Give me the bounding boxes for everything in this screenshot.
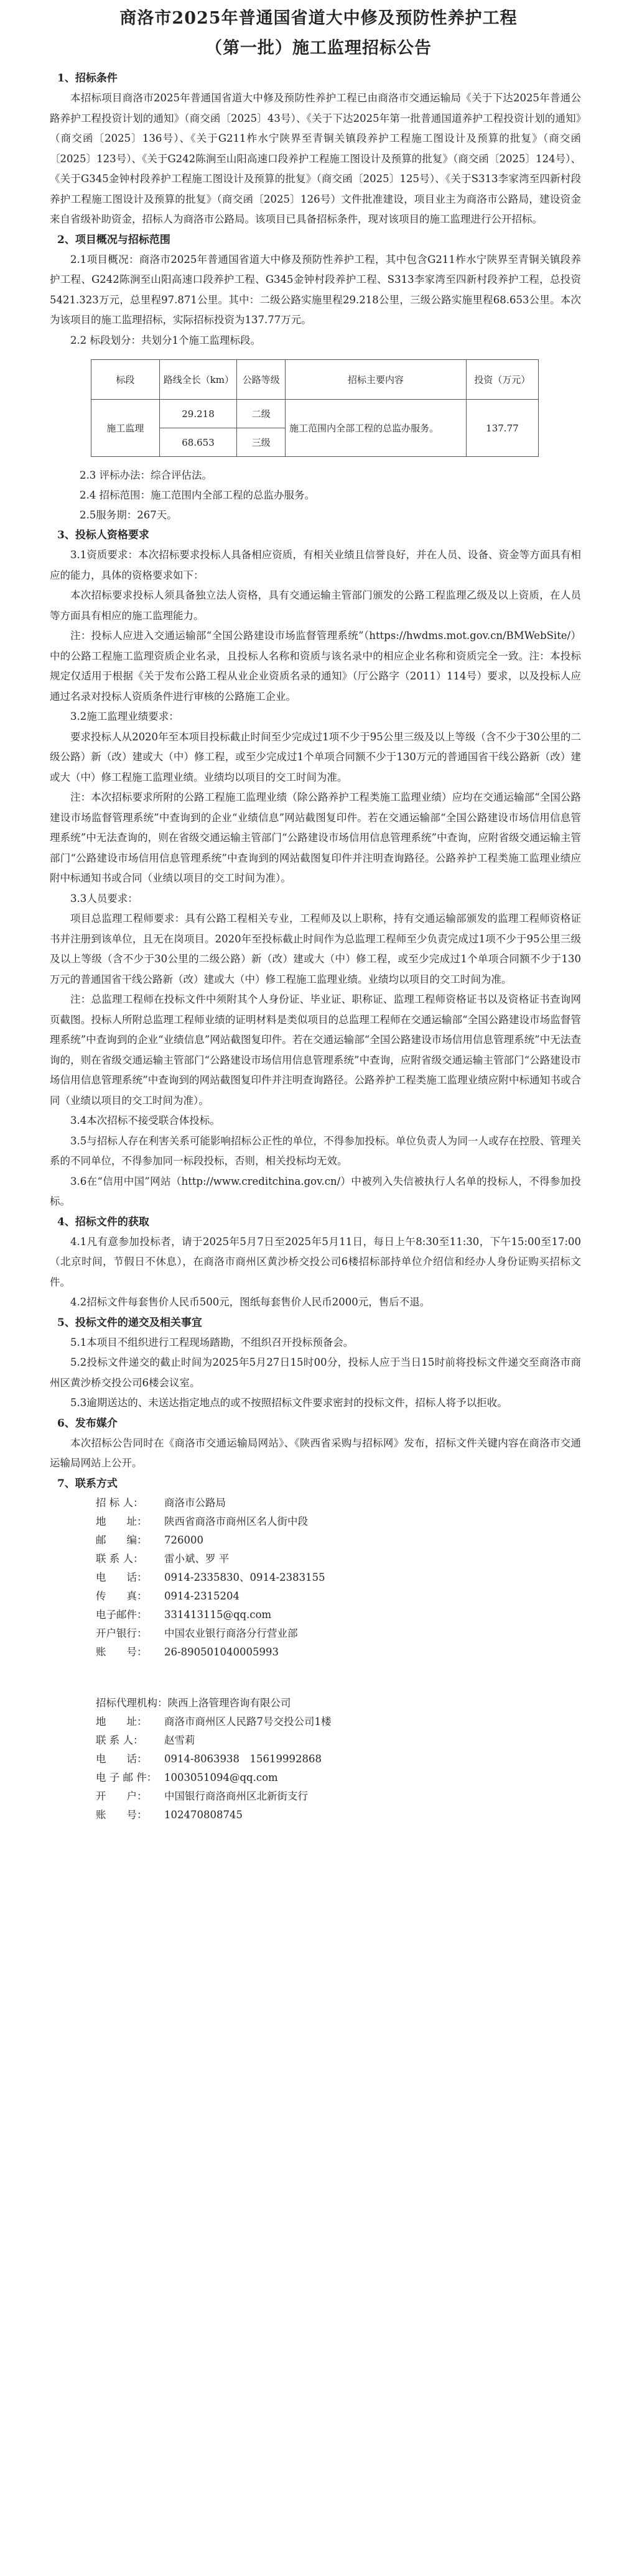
- contact-label: 电子邮件：: [96, 1608, 147, 1621]
- contact-row: [96, 1769, 637, 1787]
- table-cell-content: 施工范围内全部工程的总监办服务。: [286, 400, 467, 457]
- document-title-line2: （第一批）施工监理招标公告: [205, 39, 432, 58]
- no-joint-bid: 3.4本次招标不接受联合体投标。: [70, 1115, 220, 1126]
- performance-requirement: 要求投标人从2020年至本项目投标截止时间至少完成过1项不少于95公里三级及以上等级（含不少于30公里的二级公路）新（改）建或大（中）修工程，或至少完成过1个单项合同额不少于130万元的普通国省干线公路新（改）建或大（中）修工程施工监理业绩。业绩均以项目的交工时间为准。: [50, 730, 581, 783]
- section-3-heading: 3、投标人资格要求: [57, 529, 149, 541]
- table-cell-grade: 三级: [237, 428, 286, 457]
- contact-value: 726000: [164, 1534, 203, 1546]
- tenderer-contact: [96, 1494, 637, 1662]
- contact-value: 中国农业银行商洛分行营业部: [164, 1627, 298, 1639]
- table-cell-length: 29.218: [159, 400, 237, 428]
- contact-value: 0914-2335830、0914-2383155: [164, 1571, 325, 1583]
- contact-row: [96, 1624, 637, 1643]
- qualification-detail: 本次招标要求投标人须具备独立法人资格，具有交通运输主管部门颁发的公路工程监理乙级及以上资质，在人员等方面具有相应的施工监理能力。: [50, 589, 581, 622]
- contact-label: 招 标 人：: [96, 1496, 144, 1509]
- contact-label: 联 系 人：: [96, 1734, 144, 1746]
- table-header-investment: 投资（万元）: [466, 360, 538, 400]
- section-4-heading: 4、招标文件的获取: [57, 1215, 149, 1228]
- contact-row: [96, 1643, 637, 1662]
- section-7-heading: 7、联系方式: [57, 1477, 118, 1490]
- performance-heading: 3.2施工监理业绩要求：: [70, 711, 179, 722]
- table-cell-investment: 137.77: [466, 400, 538, 457]
- chief-engineer-requirement: 项目总监理工程师要求：具有公路工程相关专业，工程师及以上职称，持有交通运输部颁发的监理工程师资格证书并注册到该单位，且无在岗项目。2020年至投标截止时间作为总监理工程师至少负责完成过1项不少于95公里三级及以上等级（含不少于30公里的二级公路）新（改）建或大（中）修工程，或至少完成过1个单项合同额不少于130万元的普通国省干线公路新（改）建或大（中）修工程施工监理业绩。业绩均以项目的交工时间为准。: [50, 913, 581, 985]
- project-overview: 2.1项目概况：商洛市2025年普通国省道大中修及预防性养护工程，其中包含G211柞水宁陕界至青铜关镇段养护工程、G242陈涧至山阳高速口段养护工程、G345金钟村段养护工程、S313李家湾至四新村段养护工程，总投资5421.323万元，总里程97.871公里。其中：二级公路实施里程29.218公里，三级公路实施里程68.653公里。本次为该项目的施工监理招标，实际招标投资为137.77万元。: [50, 253, 581, 326]
- chief-engineer-note: 注：总监理工程师在投标文件中须附其个人身份证、毕业证、职称证、监理工程师资格证书以及资格证书查询网页截图。投标人所附总监理工程师业绩的证明材料是类似项目的总监理工程师在交通运输部“全国公路建设市场监督管理系统”中查询到的企业“业绩信息”网站截图复印件。若在交通运输部“全国公路建设市场信用信息管理系统”中无法查询的，则在省级交通运输主管部门“公路建设市场信用信息管理系统”中查询，应附省级交通运输主管部门“公路建设市场信用信息管理系统”中查询到的网站截图复印件并注明查询路径。公路养护工程类施工监理业绩应附中标通知书或合同（业绩以项目的交工时间为准）。: [50, 993, 581, 1106]
- contact-row: [96, 1512, 637, 1531]
- section-1-paragraph: 本招标项目商洛市2025年普通国省道大中修及预防性养护工程已由商洛市交通运输局《关于下达2025年普通公路养护工程投资计划的通知》（商交函〔2025〕43号）、《关于下达2025年第一批普通国道养护工程投资计划的通知》（商交函〔2025〕136号）、《关于G211柞水宁陕界至青铜关镇段养护工程施工图设计及预算的批复》（商交函〔2025〕123号）、《关于G242陈涧至山阳高速口段养护工程施工图设计及预算的批复》（商交函〔2025〕124号）、《关于G345金钟村段养护工程施工图设计及预算的批复》（商交函〔2025〕125号）、《关于S313李家湾至四新村段养护工程施工图设计及预算的批复》（商交函〔2025〕126号）文件批准建设，项目业主为商洛市公路局，建设资金来自省级补助资金，招标人为商洛市公路局。该项目已具备招标条件，现对该项目的施工监理进行公开招标。: [50, 92, 581, 225]
- lot-division: 2.2 标段划分：共划分1个施工监理标段。: [70, 334, 261, 346]
- contact-row: [96, 1806, 637, 1824]
- table-cell-section: 施工监理: [91, 400, 160, 457]
- contact-label: 账 号：: [96, 1645, 147, 1658]
- submission-deadline: 5.2投标文件递交的截止时间为2025年5月27日15时00分，投标人应于当日15时前将投标文件递交至商洛市商州区黄沙桥交投公司6楼会议室。: [50, 1356, 581, 1389]
- personnel-heading: 3.3人员要求：: [70, 892, 138, 904]
- contact-value: 102470808745: [164, 1808, 243, 1821]
- document-purchase: 4.1凡有意参加投标者，请于2025年5月7日至2025年5月11日，每日上午8:30至11:30，下午15:00至17:00（北京时间，节假日不休息），在商洛市商州区黄沙桥交投公司6楼招标部持单位介绍信和经办人身份证购买招标文件。: [50, 1235, 581, 1288]
- section-5-heading: 5、投标文件的递交及相关事宜: [57, 1316, 202, 1329]
- conflict-of-interest: 3.5与招标人存在利害关系可能影响招标公正性的单位，不得参加投标。单位负责人为同一人或存在控股、管理关系的不同单位，不得参加同一标段投标，否则，相关投标均无效。: [50, 1134, 581, 1167]
- contact-value: 商洛市商州区人民路7号交投公司1楼: [164, 1715, 332, 1727]
- contact-row: [96, 1606, 637, 1624]
- section-2-heading: 2、项目概况与招标范围: [57, 233, 170, 246]
- contact-label: 账 号：: [96, 1808, 147, 1821]
- document-price: 4.2招标文件每套售价人民币500元，图纸每套售价人民币2000元，售后不退。: [70, 1296, 430, 1308]
- contact-value: 1003051094@qq.com: [164, 1771, 278, 1783]
- contact-row: [96, 1568, 637, 1587]
- section-1-heading: 1、招标条件: [57, 72, 118, 85]
- contact-label: 电 子 邮 件：: [96, 1771, 157, 1783]
- contact-label: 开 户：: [96, 1790, 147, 1802]
- agency-name: 招标代理机构：陕西上洛管理咨询有限公司: [96, 1696, 291, 1709]
- contact-value: 331413115@qq.com: [164, 1608, 272, 1621]
- performance-note: 注：本次招标要求所附的公路工程施工监理业绩（除公路养护工程类施工监理业绩）应均在交通运输部“全国公路建设市场监督管理系统”中查询到的企业“业绩信息”网站截图复印件。若在交通运输部“全国公路建设市场信用信息管理系统”中无法查询的，则在省级交通运输主管部门“公路建设市场信用信息管理系统”中查询，应附省级交通运输主管部门“公路建设市场信用信息管理系统”中查询到的网站截图复印件并注明查询路径。公路养护工程类施工监理业绩应附中标通知书或合同（业绩以项目的交工时间为准）。: [50, 791, 581, 884]
- document-title-line1: 商洛市2025年普通国省道大中修及预防性养护工程: [119, 9, 518, 28]
- contact-value: 0914-2315204: [164, 1589, 240, 1602]
- contact-label: 地 址：: [96, 1515, 147, 1527]
- late-rejection: 5.3逾期送达的、未送达指定地点的或不按照招标文件要求密封的投标文件，招标人将予以拒收。: [70, 1397, 508, 1409]
- table-header-section: 标段: [91, 360, 160, 400]
- qualification-requirement: 3.1资质要求：本次招标要求投标人具备相应资质，有相关业绩且信誉良好，并在人员、设备、资金等方面具有相应的能力，具体的资格要求如下：: [50, 549, 581, 581]
- contact-label: 电 话：: [96, 1571, 147, 1583]
- lot-table: [91, 359, 539, 457]
- qualification-note: 注：投标人应进入交通运输部“全国公路建设市场监督管理系统”（https://hwdms.mot.gov.cn/BMWebSite/）中的公路工程施工监理资质企业名录，且投标人名称和资质与该名录中的相应企业名称和资质完全一致。注：本投标规定仅适用于根据《关于发布公路工程从业企业资质名录的通知》（厅公路字（2011）114号）要求，以及投标人应通过名录对投标人资质条件进行审核的公路施工企业。: [50, 630, 581, 702]
- contact-row: [96, 1713, 637, 1731]
- contact-value: 陕西省商洛市商州区名人街中段: [164, 1515, 308, 1527]
- publication-media: 本次招标公告同时在《商洛市交通运输局网站》、《陕西省采购与招标网》发布，招标文件关键内容在商洛市交通运输局网站上公开。: [50, 1437, 581, 1469]
- no-site-visit: 5.1本项目不组织进行工程现场踏勘，不组织召开投标预备会。: [70, 1336, 354, 1348]
- contact-row: [96, 1750, 637, 1769]
- contact-label: 电 话：: [96, 1752, 147, 1765]
- table-cell-grade: 二级: [237, 400, 286, 428]
- table-header-length: 路线全长（km）: [159, 360, 237, 400]
- contact-value: 中国银行商洛商州区北新街支行: [164, 1790, 308, 1802]
- contact-value: 0914-8063938 15619992868: [164, 1752, 322, 1765]
- contact-label: 地 址：: [96, 1715, 147, 1727]
- contact-value: 26-890501040005993: [164, 1645, 279, 1658]
- agency-contact: [96, 1694, 637, 1824]
- contact-row: [96, 1531, 637, 1550]
- contact-value: 赵雪莉: [164, 1734, 195, 1746]
- contact-value: 商洛市公路局: [164, 1496, 226, 1509]
- contact-row: [96, 1787, 637, 1806]
- contact-label: 联 系 人：: [96, 1552, 144, 1565]
- credit-check: 3.6在“信用中国”网站（http://www.creditchina.gov.cn/）中被列入失信被执行人名单的投标人，不得参加投标。: [50, 1175, 581, 1207]
- contact-value: 雷小斌、罗 平: [164, 1552, 230, 1565]
- service-period: 2.5服务期：267天。: [80, 509, 177, 521]
- table-cell-length: 68.653: [159, 428, 237, 457]
- tender-scope: 2.4 招标范围：施工范围内全部工程的总监办服务。: [80, 489, 315, 501]
- table-header-grade: 公路等级: [237, 360, 286, 400]
- contact-label: 开户银行：: [96, 1627, 147, 1639]
- contact-row: [96, 1494, 637, 1512]
- table-header-content: 招标主要内容: [286, 360, 467, 400]
- contact-row: [96, 1587, 637, 1606]
- contact-row: [96, 1550, 637, 1568]
- section-6-heading: 6、发布媒介: [57, 1417, 118, 1430]
- contact-row: [96, 1731, 637, 1750]
- contact-label: 邮 编：: [96, 1534, 147, 1546]
- evaluation-method: 2.3 评标办法：综合评估法。: [80, 469, 212, 481]
- contact-label: 传 真：: [96, 1589, 147, 1602]
